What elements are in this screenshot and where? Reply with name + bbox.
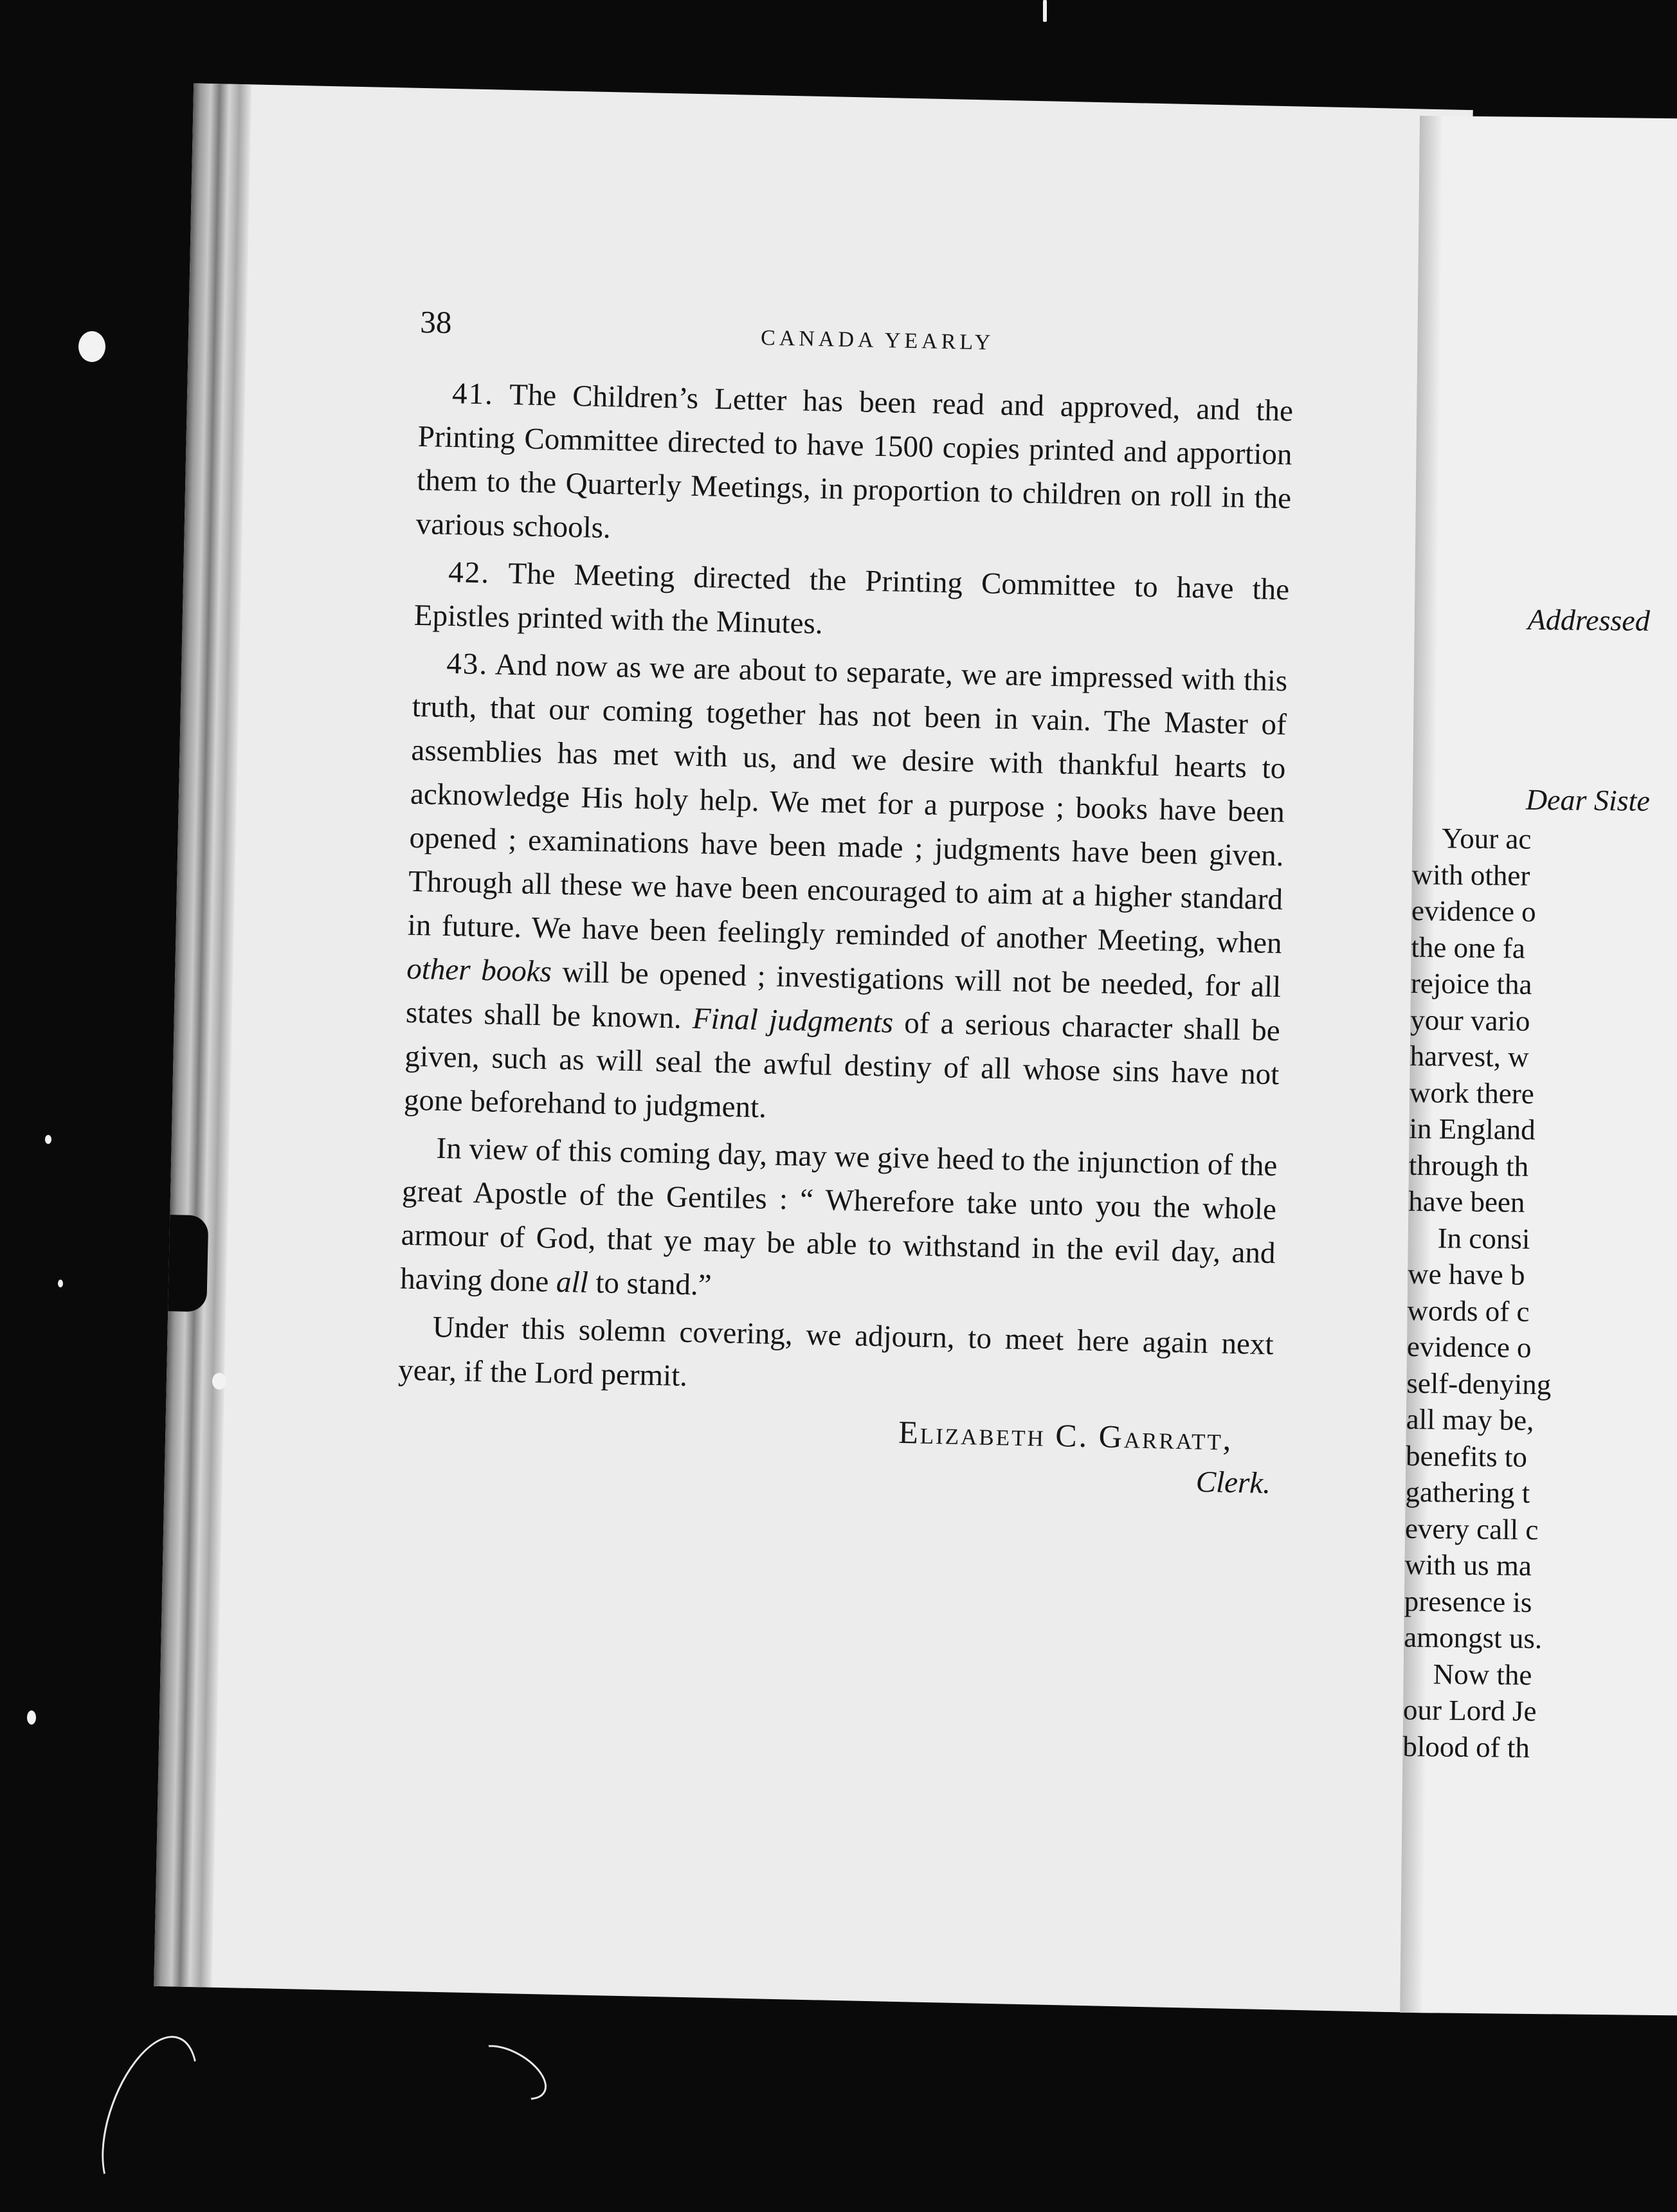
page-edge-notch <box>161 1215 208 1312</box>
paragraph-text: of a serious character shall be given, such as will seal the awful destiny of all whose sins have not gone beforehand to judgment. <box>403 1006 1281 1125</box>
left-page-content <box>397 300 1295 1501</box>
film-speck <box>212 1373 226 1390</box>
paragraph-text: And now as we are about to separate, we are impressed with this truth, that our coming together has not been in vain. The Master of assemblies has met with us, and we desire with thankful hearts to acknowledge His holy help. We met for a purpose ; books have been opened ; examinations have been made ; judgments have been given. Through all these we have been encouraged to aim at a higher standard in future. We have been feelingly reminded of another Meeting, when <box>407 648 1288 961</box>
paragraph-injunction <box>400 1126 1278 1319</box>
paragraph-text: In view of this coming day, may we give heed to the injunction of the great Apostle of the Gentiles : “ Wherefore take unto you the whole armour of God, that ye may be able to withstand in the evil day, and having done <box>399 1131 1278 1299</box>
film-speck <box>58 1280 63 1287</box>
signature-name: Elizabeth C. Garratt, <box>898 1413 1234 1457</box>
right-page-line: benefits to <box>1405 1439 1528 1473</box>
right-page-line: presence is <box>1404 1584 1532 1618</box>
left-page <box>154 83 1473 2013</box>
paragraph-number: 41. <box>451 377 494 412</box>
film-scratch <box>82 2023 217 2211</box>
right-page-line: rejoice tha <box>1410 966 1532 1001</box>
right-page-line: work there <box>1409 1076 1535 1110</box>
right-page-line: gathering t <box>1405 1475 1530 1509</box>
signature-block <box>396 1400 1273 1505</box>
right-page-line: evidence o <box>1406 1330 1532 1364</box>
film-scratch <box>464 2034 556 2111</box>
right-page-line: harvest, w <box>1410 1039 1529 1073</box>
paragraph-42 <box>413 550 1290 655</box>
body-text <box>396 371 1294 1505</box>
right-page-line: Your ac <box>1441 822 1532 855</box>
right-page-line: evidence o <box>1411 894 1536 928</box>
signature-title: Clerk. <box>1195 1465 1271 1501</box>
right-page-line: self-denying <box>1406 1366 1552 1401</box>
right-page-line: Now the <box>1433 1657 1532 1691</box>
right-page-lines <box>1402 820 1618 1766</box>
right-page-line: words of c <box>1407 1294 1530 1328</box>
paragraph-number: 43. <box>446 646 489 682</box>
paragraph-text: The Children’s Letter has been read and approved, and the Printing Committee directed to have 1500 copies printed and apportion them to the Quarterly Meetings, in proportion to children on roll in the various schools. <box>415 377 1294 545</box>
film-speck <box>27 1710 36 1725</box>
right-page-line: every call c <box>1404 1512 1539 1546</box>
italic-phrase: Final judgments <box>692 1002 894 1040</box>
paragraph-number: 42. <box>448 555 491 590</box>
film-speck <box>78 331 105 362</box>
right-page-line: blood of th <box>1402 1730 1530 1764</box>
right-page-line: with other <box>1411 858 1530 892</box>
right-page-salutation: Dear Siste <box>1525 783 1651 817</box>
right-page-line: your vario <box>1410 1003 1530 1037</box>
right-page-line: all may be, <box>1406 1402 1534 1437</box>
right-page-line: have been <box>1408 1184 1525 1219</box>
right-page-line: with us ma <box>1404 1548 1532 1582</box>
right-page-line: in England <box>1409 1112 1536 1146</box>
right-page-line: through th <box>1408 1148 1529 1183</box>
right-page-line: In consi <box>1437 1221 1530 1255</box>
right-page-line: amongst us. <box>1403 1620 1543 1655</box>
paragraph-adjourn <box>398 1305 1274 1410</box>
page-number: 38 <box>419 304 453 340</box>
running-head: CANADA YEARLY <box>760 326 995 355</box>
paragraph-text: Under this solemn covering, we adjourn, to meet here again next year, if the Lord permit. <box>397 1310 1274 1393</box>
italic-phrase: other books <box>406 952 552 989</box>
italic-phrase: all <box>556 1265 589 1300</box>
right-page-line: we have b <box>1407 1257 1525 1291</box>
paragraph-43 <box>403 641 1287 1140</box>
paragraph-text: to stand.” <box>588 1265 712 1302</box>
page-edge <box>154 83 251 1987</box>
paragraph-41 <box>415 371 1293 564</box>
film-speck <box>45 1135 51 1144</box>
paragraph-text: will be opened ; investigations will not be needed, for all states shall be known. <box>405 955 1282 1036</box>
right-page-line: our Lord Je <box>1402 1693 1537 1728</box>
paragraph-text: The Meeting directed the Printing Committee to have the Epistles printed with the Minutes. <box>413 556 1290 641</box>
right-page-heading: Addressed <box>1527 603 1651 637</box>
right-page-line: the one fa <box>1411 930 1526 965</box>
film-speck <box>1043 0 1047 22</box>
right-page <box>1400 116 1677 2016</box>
